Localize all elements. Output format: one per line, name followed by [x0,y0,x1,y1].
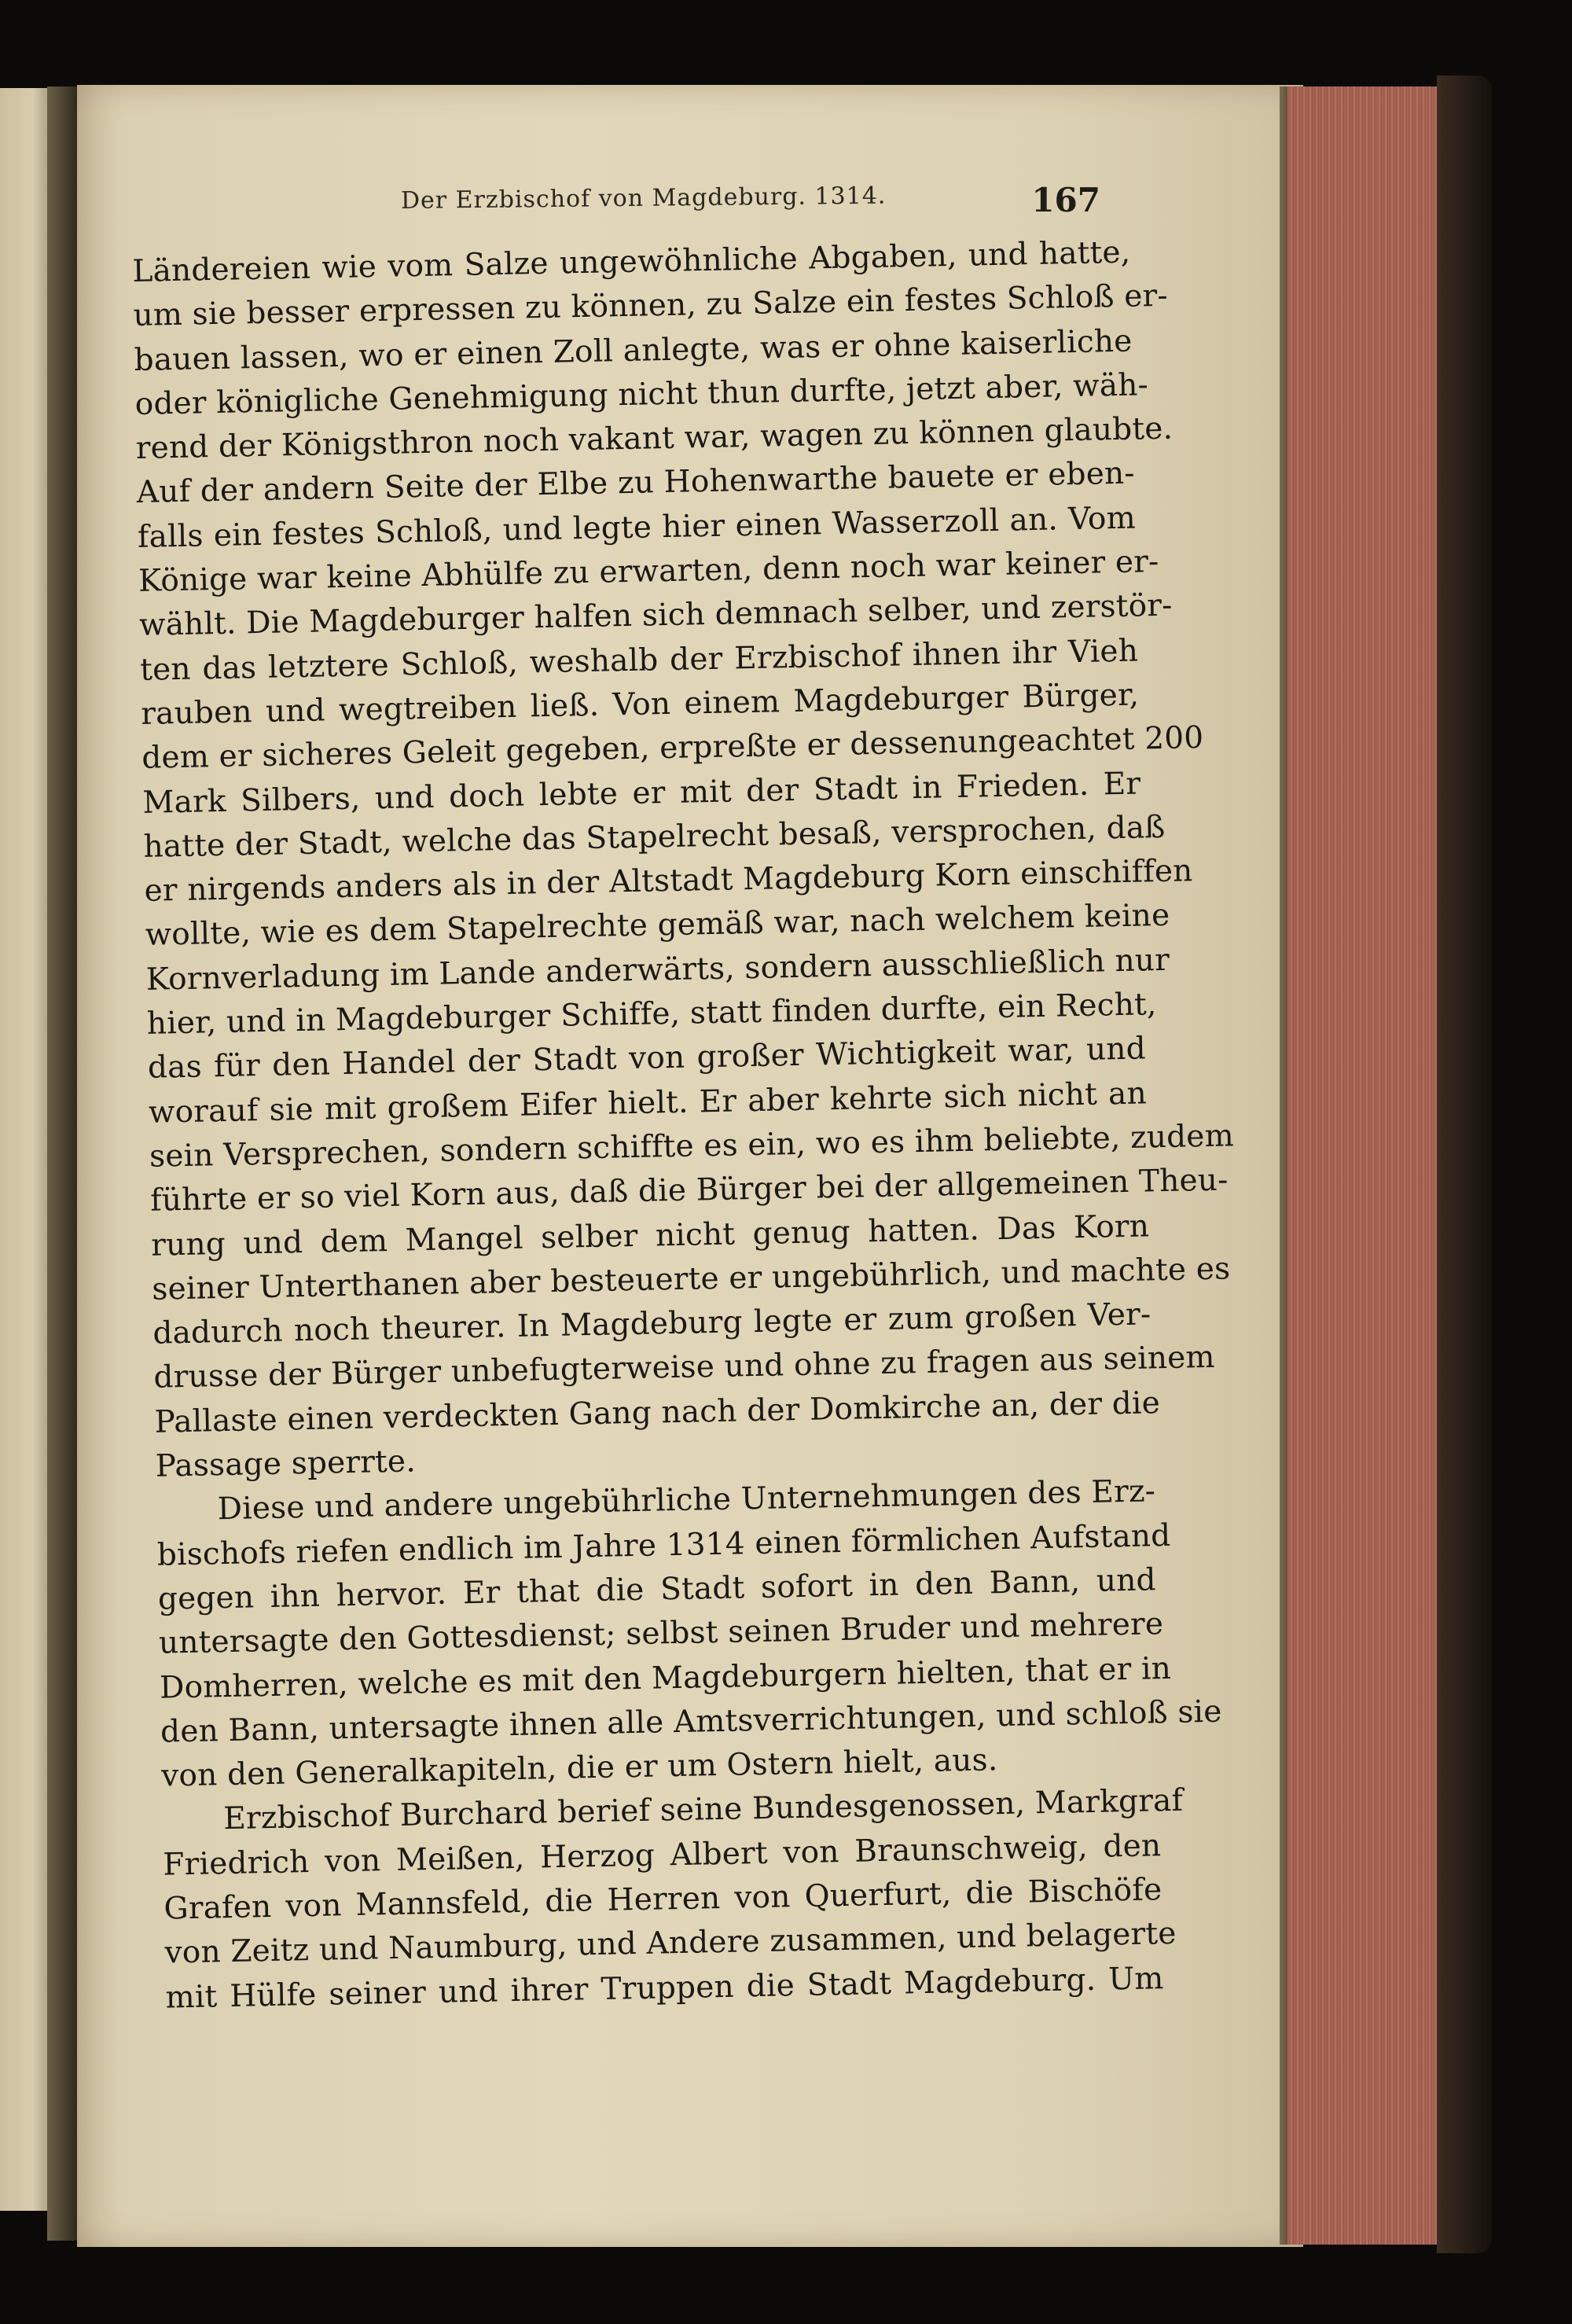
text-line: rung und dem Mangel selber nicht genug hatten. Das Korn [150,1208,1150,1263]
text-line: bauen lassen, wo er einen Zoll anlegte, was er ohne kaiserliche [134,323,1133,378]
text-line: mit Hülfe seiner und ihrer Truppen die Stadt Magdeburg. Um [165,1960,1164,2016]
text-line: Domherren, welche es mit den Magdeburgern hielten, that er in [159,1650,1172,1706]
text-line: rauben und wegtreiben ließ. Von einem Magdeburger Bürger, [140,677,1140,732]
text-line: Könige war keine Abhülfe zu erwarten, denn noch war keiner er- [138,544,1159,599]
text-line: seiner Unterthanen aber besteuerte er ungebührlich, und machte es [151,1251,1231,1307]
text-line: er nirgends anders als in der Altstadt Magdeburg Korn einschiffen [144,853,1193,910]
book-cover-edge [1437,75,1492,2253]
text-line: gegen ihn hervor. Er that die Stadt sofort in den Bann, und [157,1562,1157,1617]
text-line: Kornverladung im Lande anderwärts, sondern ausschließlich nur [145,942,1170,998]
text-line: von Zeitz und Naumburg, und Andere zusammen, und belagerte [164,1916,1177,1971]
text-line: von den Generalkapiteln, die er um Ostern hielt, aus. [160,1742,998,1794]
text-line: bischofs riefen endlich im Jahre 1314 einen förmlichen Aufstand [156,1517,1171,1573]
text-line: wollte, wie es dem Stapelrechte gemäß war, nach welchem keine [145,898,1170,954]
text-line: Ländereien wie vom Salze ungewöhnliche Abgaben, und hatte, [132,234,1131,289]
text-line: Mark Silbers, und doch lebte er mit der Stadt in Frieden. Er [142,766,1141,821]
text-line: hatte der Stadt, welche das Stapelrecht besaß, versprochen, daß [143,809,1166,865]
text-line: Erzbischof Burchard berief seine Bundesgenossen, Markgraf [222,1783,1184,1837]
text-line: falls ein festes Schloß, und legte hier einen Wasserzoll an. Vom [137,500,1137,555]
text-line: Pallaste einen verdeckten Gang nach der Domkirche an, der die [154,1384,1161,1440]
text-line: das für den Handel der Stadt von großer Wichtigkeit war, und [147,1031,1147,1087]
text-line: Auf der andern Seite der Elbe zu Hohenwarthe bauete er eben- [136,456,1136,511]
text-line: um sie besser erpressen zu können, zu Salze ein festes Schloß er- [133,278,1169,334]
book-gutter [47,86,80,2241]
page-block-edge [1287,86,1445,2245]
text-line: dem er sicheres Geleit gegeben, erpreßte er dessenungeachtet 200 [141,720,1204,777]
text-line: worauf sie mit großem Eifer hielt. Er aber kehrte sich nicht an [148,1076,1148,1131]
text-line: rend der Königsthron noch vakant war, wagen zu können glaubte. [135,410,1173,467]
text-line: führte er so viel Korn aus, daß die Bürger bei der allgemeinen Theu- [149,1162,1229,1219]
text-line: oder königliche Genehmigung nicht thun durfte, jetzt aber, wäh- [134,367,1149,422]
text-line: hier, und in Magdeburger Schiffe, statt finden durfte, ein Recht, [146,987,1157,1042]
page-number: 167 [1031,181,1100,219]
text-line: ten das letztere Schloß, weshalb der Erzbischof ihnen ihr Vieh [139,633,1139,688]
text-line: Friedrich von Meißen, Herzog Albert von Braunschweig, den [163,1827,1162,1883]
text-line: Diese und andere ungebührliche Unternehmungen des Erz- [217,1473,1156,1528]
text-line: untersagte den Gottesdienst; selbst seinen Bruder und mehrere [158,1606,1164,1661]
text-line: drusse der Bürger unbefugterweise und ohne zu fragen aus seinem [153,1340,1216,1396]
text-line: sein Versprechen, sondern schiffte es ein, wo es ihm beliebte, zudem [149,1118,1235,1175]
text-line: dadurch noch theurer. In Magdeburg legte er zum großen Ver- [152,1296,1151,1351]
text-line: den Bann, untersagte ihnen alle Amtsverrichtungen, und schloß sie [160,1693,1222,1750]
text-line: Passage sperrte. [155,1443,417,1484]
text-line: Grafen von Mannsfeld, die Herren von Querfurt, die Bischöfe [163,1872,1162,1927]
text-line: wählt. Die Magdeburger halfen sich demnach selber, und zerstör- [138,588,1173,644]
body-text [132,231,1235,2021]
running-head: Der Erzbischof von Magdeburg. 1314. [400,182,887,215]
